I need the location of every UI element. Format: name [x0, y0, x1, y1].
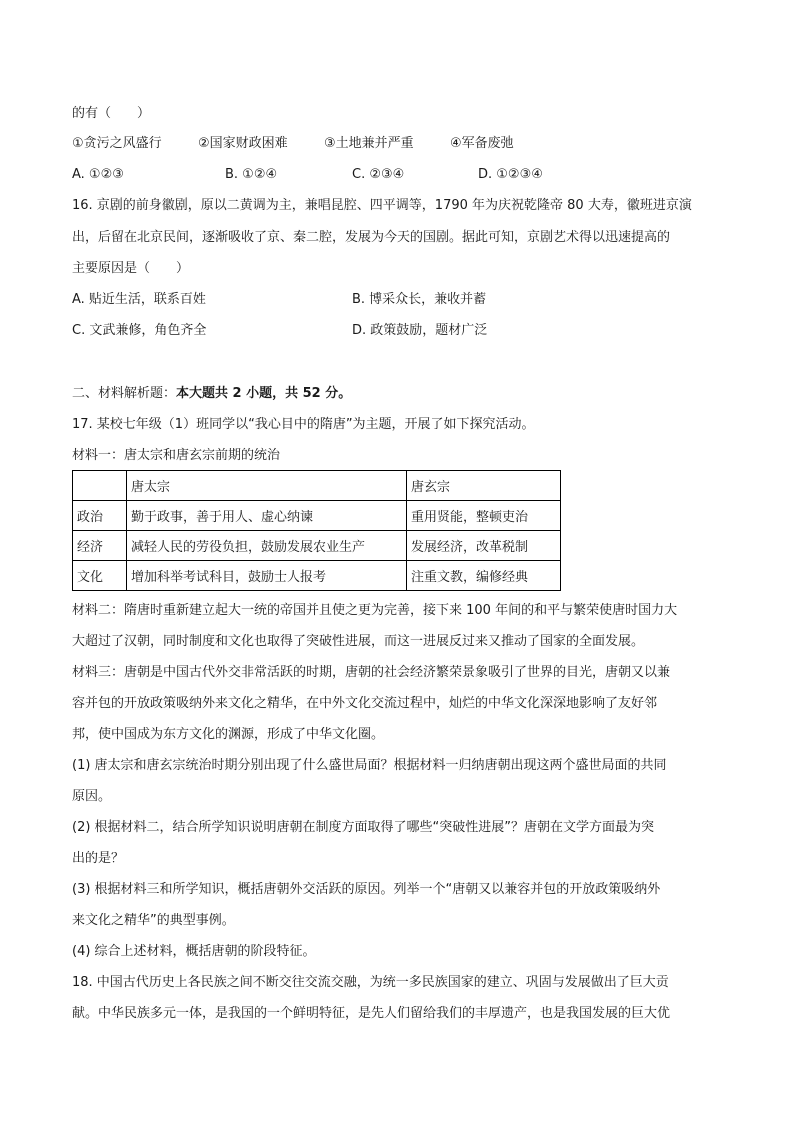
q16-line-1: 16. 京剧的前身徽剧，原以二黄调为主，兼唱昆腔、四平调等，1790 年为庆祝乾隆帝 80 大寿，徽班进京演 — [72, 198, 692, 213]
q16-options-row1 — [72, 290, 732, 310]
table-cell: 经济 — [73, 531, 127, 561]
q17-question-3-line-2: 来文化之精华”的典型事例。 — [72, 913, 235, 928]
q15-item-3: ③土地兼并严重 — [324, 136, 414, 151]
q16-option-b: B. 博采众长，兼收并蓄 — [352, 292, 487, 307]
q15-item-4: ④军备废弛 — [450, 136, 514, 151]
q15-option-c: C. ②③④ — [352, 167, 405, 182]
section-heading — [72, 384, 351, 404]
q15-item-2: ②国家财政困难 — [198, 136, 288, 151]
q17-question-2-line-2: 出的是？ — [72, 851, 125, 866]
q17-question-4: (4) 综合上述材料，概括唐朝的阶段特征。 — [72, 944, 316, 959]
table-row — [73, 501, 561, 531]
q17-question-2-line-1: (2) 根据材料二，结合所学知识说明唐朝在制度方面取得了哪些“突破性进展”？唐朝在文学方面最为突 — [72, 820, 655, 835]
q16-option-d: D. 政策鼓励，题材广泛 — [352, 323, 488, 338]
q15-option-d: D. ①②③④ — [478, 167, 543, 182]
table-cell: 勤于政事，善于用人、虚心纳谏 — [127, 501, 407, 531]
q17-material3-line-1: 材料三：唐朝是中国古代外交非常活跃的时期，唐朝的社会经济繁荣景象吸引了世界的目光，唐朝又以兼 — [72, 665, 671, 680]
table-cell: 减轻人民的劳役负担，鼓励发展农业生产 — [127, 531, 407, 561]
q16-options-row2 — [72, 321, 732, 341]
table-header-cell: 唐太宗 — [127, 471, 407, 501]
q15-option-a: A. ①②③ — [72, 167, 124, 182]
table-cell: 发展经济，改革税制 — [407, 531, 561, 561]
q16-option-c: C. 文武兼修，角色齐全 — [72, 323, 207, 338]
q17-material1-title: 材料一：唐太宗和唐玄宗前期的统治 — [72, 448, 281, 463]
table-cell: 重用贤能，整顿吏治 — [407, 501, 561, 531]
table-cell: 文化 — [73, 561, 127, 591]
table-cell: 增加科举考试科目，鼓励士人报考 — [127, 561, 407, 591]
q15-tail: 的有（ ） — [72, 106, 151, 121]
table-header-cell: 唐玄宗 — [407, 471, 561, 501]
section-heading-score: 本大题共 2 小题，共 52 分。 — [176, 386, 352, 401]
section-heading-prefix: 二、材料解析题： — [72, 386, 177, 401]
q17-question-1-line-1: (1) 唐太宗和唐玄宗统治时期分别出现了什么盛世局面？根据材料一归纳唐朝出现这两个盛世局面的共同 — [72, 758, 667, 773]
q17-material2-line-1: 材料二：隋唐时重新建立起大一统的帝国并且使之更为完善，接下来 100 年间的和平与繁荣使唐时国力大 — [72, 603, 678, 618]
q16-option-a: A. 贴近生活，联系百姓 — [72, 292, 206, 307]
q16-line-3: 主要原因是（ ） — [72, 261, 190, 276]
q15-item-1: ①贪污之风盛行 — [72, 136, 162, 151]
table-row — [73, 531, 561, 561]
q17-question-3-line-1: (3) 根据材料三和所学知识，概括唐朝外交活跃的原因。列举一个“唐朝又以兼容并包的开放政策吸纳外 — [72, 882, 661, 897]
table-header-row — [73, 471, 561, 501]
q18-line-1: 18. 中国古代历史上各民族之间不断交往交流交融，为统一多民族国家的建立、巩固与发展做出了巨大贡 — [72, 975, 669, 990]
table-header-cell — [73, 471, 127, 501]
table-cell: 政治 — [73, 501, 127, 531]
q16-line-2: 出，后留在北京民间，逐渐吸收了京、秦二腔，发展为今天的国剧。据此可知，京剧艺术得以迅速提高的 — [72, 230, 671, 245]
q17-question-1-line-2: 原因。 — [72, 789, 112, 804]
q18-line-2: 献。中华民族多元一体，是我国的一个鲜明特征，是先人们留给我们的丰厚遗产，也是我国发展的巨大优 — [72, 1006, 671, 1021]
q15-items — [72, 134, 732, 154]
q17-material3-line-2: 容并包的开放政策吸纳外来文化之精华，在中外文化交流过程中，灿烂的中华文化深深地影响了友好邻 — [72, 696, 658, 711]
q17-intro: 17. 某校七年级（1）班同学以“我心目中的隋唐”为主题，开展了如下探究活动。 — [72, 417, 535, 432]
q15-options — [72, 165, 732, 185]
table-row — [73, 561, 561, 591]
q17-material2-line-2: 大超过了汉朝，同时制度和文化也取得了突破性进展，而这一进展反过来又推动了国家的全面发展。 — [72, 634, 645, 649]
material1-table — [72, 470, 561, 591]
q15-option-b: B. ①②④ — [225, 167, 278, 182]
q17-material3-line-3: 邦，使中国成为东方文化的渊源，形成了中华文化圈。 — [72, 727, 385, 742]
table-cell: 注重文教，编修经典 — [407, 561, 561, 591]
